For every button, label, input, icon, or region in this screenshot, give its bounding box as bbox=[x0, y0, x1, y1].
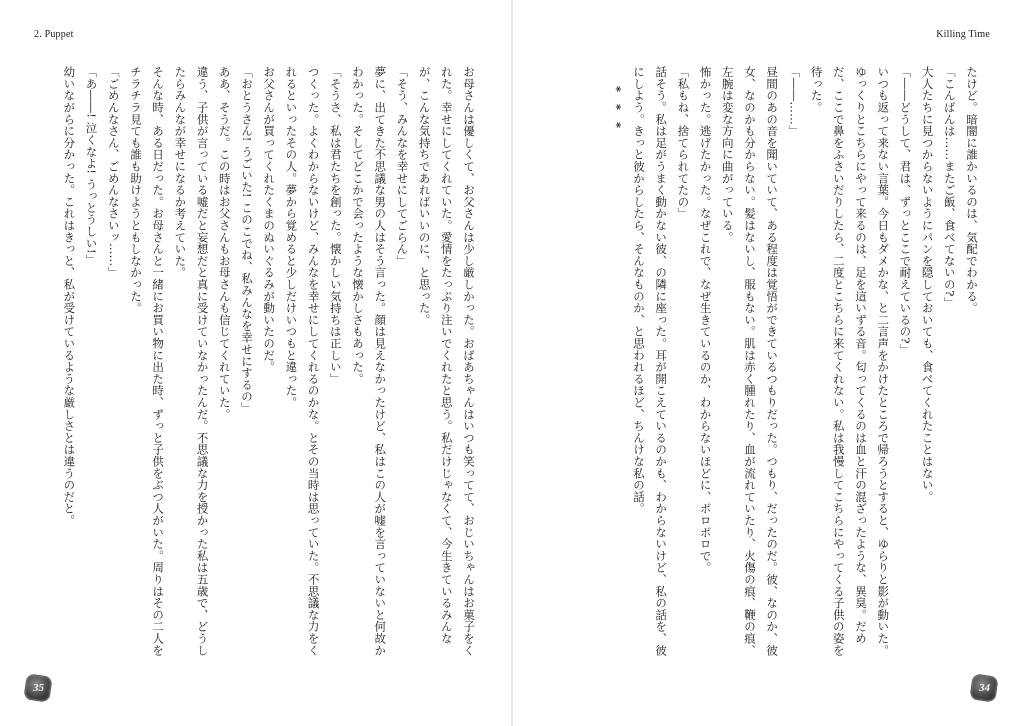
paragraph: 違う、子供が言っている嘘だと妄想だと真に受けていなかったんだ。不思議な力を授かった私は五歳で、どうしたらみんなが幸せになるか考えていた。 bbox=[173, 66, 210, 656]
paragraph: 幼いながらに分かった。これはきっと、私が受けているような厳しさとは違うのだと。 bbox=[62, 66, 77, 527]
page-gutter bbox=[511, 0, 513, 726]
page-number-right: 34 bbox=[978, 682, 990, 694]
paragraph: ああ、そうだ。この時はお父さんもお母さんも信じてくれていた。 bbox=[217, 66, 232, 420]
dialogue-line: 「あ――! 泣くなよ! うっとうしい!」 bbox=[84, 66, 99, 266]
paragraph: 怖かった。逃げたかった。なぜこれで、なぜ生きているのか、わからないほどに、ボロボロで。 bbox=[698, 66, 713, 574]
dialogue-line: 「おとうさん! うごいた! このこでね、私みんなを幸せにするの」 bbox=[239, 66, 254, 415]
page-number-badge-left bbox=[24, 674, 51, 701]
dialogue-line: 「そう、みんなを幸せにしてごらん」 bbox=[395, 66, 410, 267]
paragraph: 夢に、出てきた不思議な男の人はそう言った。顔は見えなかったけど、私はこの人が嘘を言っていないと何故かわかった。そしてどこかで会ったような懐かしさもあった。 bbox=[350, 66, 388, 656]
paragraph: 大人たちに見つからないようにパンを隠しておいても、食べてくれたことはない。 bbox=[920, 66, 935, 503]
right-page-text bbox=[558, 66, 983, 666]
page-number-badge-right bbox=[970, 674, 997, 701]
paragraph: つくった。よくわからないけど、みんなを幸せにしてくれるのかな。とその当時は思っていた。不思議な力をくれるといったその人。夢から覚めると少しだけいつもと違った。 bbox=[284, 66, 321, 656]
dialogue-line: 「こんばんは……またご飯、食べてないの?」 bbox=[942, 66, 957, 309]
dialogue-line: 「――どうして、君は、ずっとここで耐えているの?」 bbox=[898, 66, 913, 356]
paragraph: そんな時、ある日だった。お母さんと一緒にお買い物に出た時、ずっと子供をぶつ人がいた。周りはその二人をチラチラ見ても誰も助けようともしなかった。 bbox=[128, 66, 166, 656]
paragraph: お父さんが買ってくれたくまのぬいぐるみが動いたのだ。 bbox=[262, 66, 277, 373]
left-page-text bbox=[55, 66, 480, 666]
paragraph: いつも返って来ない言葉。今日もダメかな、と二言声をかけたところで帰ろうとすると、ゆらりと影が動いた。ゆっくりとこちらにやって来るのは、足を這いずる音。匂ってくるのは血と汗の混ざったような、異臭。だめだ、ここで鼻をふさいだりしたら、二度とこちらに来てくれない。私は我慢してこちらにやってくる子供の姿を待った。 bbox=[809, 66, 891, 656]
page-number-left: 35 bbox=[32, 682, 44, 694]
right-running-head: Killing Time bbox=[936, 29, 990, 40]
right-page bbox=[558, 66, 983, 666]
dialogue-line: 「ごめんなさん、ごめんなさいッ……」 bbox=[106, 66, 121, 279]
dialogue-line: 「私もね、捨てられてたの」 bbox=[676, 66, 691, 220]
dialogue-line: 「――……」 bbox=[787, 66, 802, 137]
paragraph: お母さんは優しくて、お父さんは少し厳しかった。おばあちゃんはいつも笑ってて、おじいちゃんはお菓子をくれた。幸せにしてくれていた。愛情をたっぷり注いでくれたと思う。私だけじゃなくて、今生きているみんなが、こんな気持ちであればいいのに、と思った。 bbox=[417, 66, 476, 656]
section-break-asterism: * * * bbox=[609, 86, 624, 133]
paragraph: たけど。暗闇に誰かいるのは、気配でわかる。 bbox=[965, 66, 979, 314]
dialogue-line: 「そうさ、私は君たちを創った。懐かしい気持ちは正しい」 bbox=[328, 66, 343, 385]
paragraph: 昼間のあの音を聞いていて、ある程度は覚悟ができているつもりだった。つもり、だったのだ。彼、なのか、彼女、なのかも分からない。髪はないし、服もない。肌は赤く腫れたり、血が流れていたり、火傷の痕、鞭の痕、左腕は変な方向に曲がっている。 bbox=[720, 66, 780, 656]
paragraph: 話そう。私は足がうまく動かない彼、の隣に座った。耳が開こえているのかも、わからないけど、私の話を、彼にしよう。きっと彼からしたら、そんなものか、と思われるほど、ちんけな私の話。 bbox=[631, 66, 669, 656]
left-running-head: 2. Puppet bbox=[34, 29, 74, 40]
left-page bbox=[55, 66, 480, 666]
